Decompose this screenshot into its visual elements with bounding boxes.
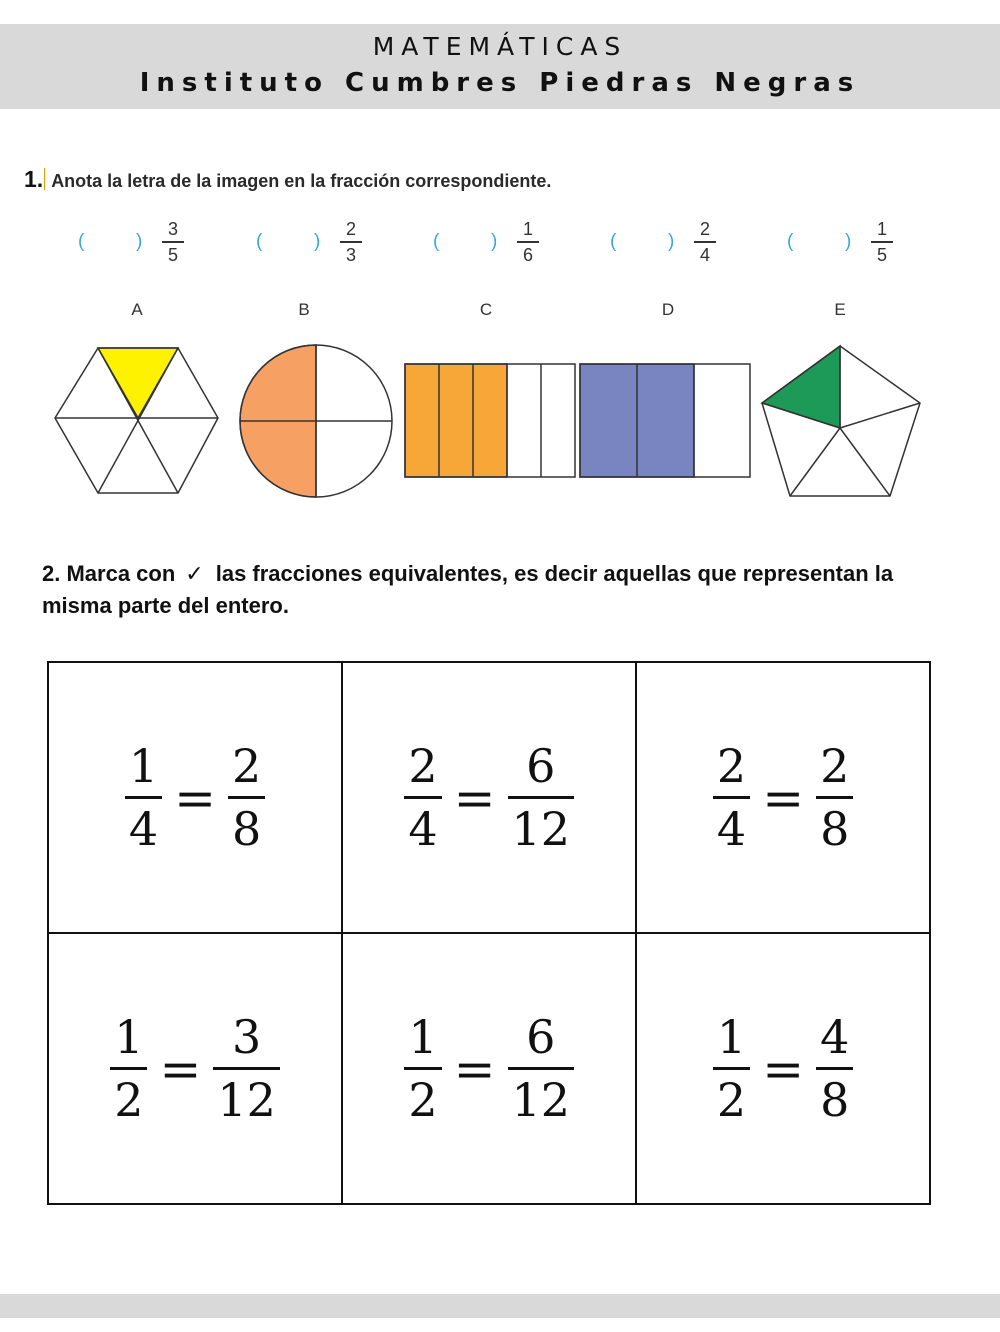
figure-d-rectangle (580, 364, 750, 477)
left-fraction (110, 1007, 147, 1130)
paren-close: ) (491, 231, 498, 252)
equals-sign: = (174, 768, 217, 827)
right-fraction (816, 736, 853, 859)
right-fraction (816, 1007, 853, 1130)
pentagon-outline (762, 346, 920, 496)
denominator: 4 (699, 244, 710, 265)
fraction-equation (400, 736, 578, 859)
numerator: 6 (526, 1010, 556, 1064)
fraction-bar (871, 241, 893, 243)
denominator: 8 (232, 802, 262, 856)
fraction-bar (694, 241, 716, 243)
fraction-bar (517, 241, 539, 243)
denominator: 2 (408, 1073, 438, 1127)
right-fraction (508, 736, 575, 859)
text-cursor (44, 168, 45, 190)
fraction-option[interactable] (783, 218, 923, 268)
rectangle-shaded-part (405, 364, 507, 477)
question-2-text-end: las fracciones equivalentes, es decir aquellas que representan la misma parte del entero. (42, 561, 894, 618)
pentagon-divider (840, 403, 920, 428)
fraction (694, 218, 716, 266)
denominator: 12 (511, 1073, 571, 1127)
denominator: 4 (716, 802, 747, 856)
equals-sign: = (159, 1039, 202, 1098)
denominator: 4 (128, 802, 159, 856)
fraction-option[interactable] (429, 218, 569, 268)
figure-b-circle (240, 345, 392, 497)
fraction (871, 218, 893, 266)
hexagon-shaded-part (98, 348, 178, 418)
denominator: 5 (167, 244, 178, 265)
fraction-option[interactable] (606, 218, 746, 268)
numerator: 6 (526, 739, 556, 793)
numerator: 2 (699, 219, 710, 239)
denominator: 6 (522, 244, 533, 265)
paren-open: ( (787, 231, 794, 252)
figure-label-b: B (298, 300, 310, 319)
numerator: 3 (167, 219, 178, 239)
denominator: 8 (820, 1073, 850, 1127)
denominator: 2 (716, 1073, 747, 1127)
numerator: 1 (522, 219, 533, 239)
denominator: 3 (345, 244, 356, 265)
numerator: 1 (114, 1010, 144, 1064)
right-fraction (508, 1007, 575, 1130)
fraction-figures (0, 330, 1000, 510)
numerator: 1 (876, 219, 887, 239)
fraction (162, 218, 184, 266)
paren-open: ( (433, 231, 440, 252)
numerator: 2 (408, 739, 438, 793)
denominator: 4 (408, 802, 438, 856)
fraction-equation (106, 1007, 284, 1130)
equation-cell[interactable] (636, 933, 930, 1204)
equation-cell[interactable] (48, 662, 342, 933)
table-row (48, 662, 930, 933)
left-fraction (404, 736, 441, 859)
right-fraction (228, 736, 265, 859)
paren-close: ) (845, 231, 852, 252)
paren-open: ( (610, 231, 617, 252)
equivalence-table (47, 661, 931, 1205)
equation-cell[interactable] (48, 933, 342, 1204)
left-fraction (713, 1007, 750, 1130)
fraction-option[interactable] (252, 218, 392, 268)
denominator: 5 (876, 244, 887, 265)
question-2 (42, 558, 942, 622)
denominator: 12 (511, 802, 571, 856)
pentagon-divider (790, 428, 840, 496)
equation-cell[interactable] (342, 662, 636, 933)
paren-open: ( (78, 231, 85, 252)
equation-cell[interactable] (342, 933, 636, 1204)
equals-sign: = (453, 768, 496, 827)
table-row (48, 933, 930, 1204)
numerator: 2 (345, 219, 356, 239)
numerator: 1 (408, 1010, 438, 1064)
fraction-bar (162, 241, 184, 243)
fraction (517, 218, 539, 266)
fraction-bar (340, 241, 362, 243)
denominator: 8 (820, 802, 850, 856)
numerator: 1 (716, 1010, 747, 1064)
footer-band (0, 1294, 1000, 1318)
denominator: 12 (217, 1073, 276, 1127)
school-name: Instituto Cumbres Piedras Negras (139, 68, 861, 98)
numerator: 4 (820, 1010, 850, 1064)
subject-title: MATEMÁTICAS (372, 32, 628, 61)
equation-cell[interactable] (636, 662, 930, 933)
paren-close: ) (314, 231, 321, 252)
numerator: 2 (716, 739, 747, 793)
pentagon-divider (840, 428, 890, 496)
question-1-text: Anota la letra de la imagen en la fracción correspondiente. (51, 171, 552, 191)
numerator: 2 (232, 739, 262, 793)
fraction-equation (709, 736, 857, 859)
paren-close: ) (668, 231, 675, 252)
fraction (340, 218, 362, 266)
figure-label-a: A (131, 300, 143, 319)
figure-c-rectangle (405, 364, 575, 477)
left-fraction (404, 1007, 441, 1130)
denominator: 2 (114, 1073, 144, 1127)
question-2-text-start: 2. Marca con (42, 561, 176, 586)
paren-close: ) (136, 231, 143, 252)
fraction-equation (709, 1007, 857, 1130)
header-banner (0, 24, 1000, 109)
equals-sign: = (453, 1039, 496, 1098)
fraction-option[interactable] (74, 218, 214, 268)
numerator: 1 (128, 739, 159, 793)
figure-e-pentagon (762, 346, 920, 496)
numerator: 2 (820, 739, 850, 793)
figure-a-hexagon (55, 348, 218, 493)
figure-label-e: E (834, 300, 846, 319)
numerator: 3 (232, 1010, 262, 1064)
fraction-equation (121, 736, 269, 859)
checkmark-icon: ✓ (185, 561, 204, 586)
figure-label-c: C (479, 300, 493, 319)
equals-sign: = (762, 1039, 805, 1098)
question-1-number: 1. (24, 166, 44, 192)
left-fraction (125, 736, 162, 859)
paren-open: ( (256, 231, 263, 252)
left-fraction (713, 736, 750, 859)
equals-sign: = (762, 768, 805, 827)
fraction-equation (400, 1007, 578, 1130)
right-fraction (213, 1007, 280, 1130)
question-1 (24, 166, 551, 193)
figure-label-d: D (661, 300, 675, 319)
